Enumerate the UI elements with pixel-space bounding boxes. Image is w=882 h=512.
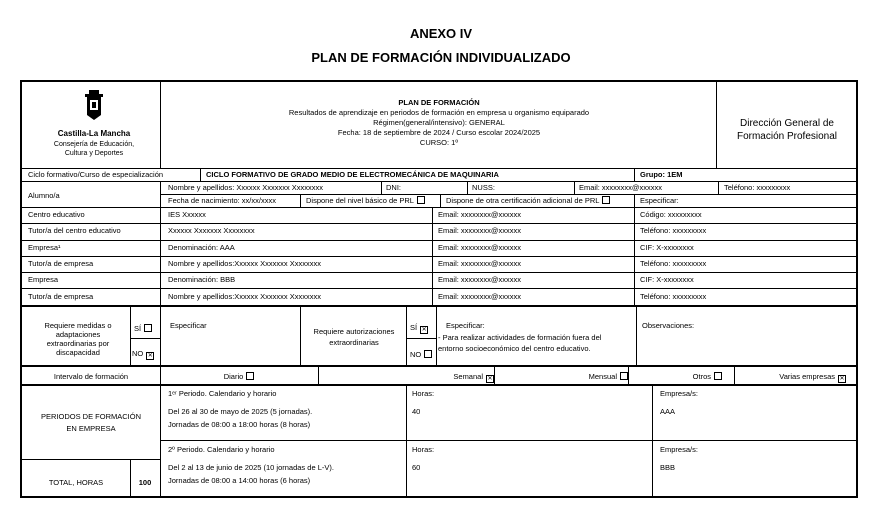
- intervalo-semanal[interactable]: [358, 372, 494, 383]
- intervalo-varias-checkbox[interactable]: ✕: [839, 376, 845, 382]
- medidas-si-label: SÍ: [134, 324, 142, 333]
- tutor-empresa1-label: Tutor/a de empresa: [28, 259, 94, 268]
- org-dept-line2: Cultura y Deportes: [64, 150, 124, 157]
- observaciones-label: Observaciones:: [642, 321, 695, 330]
- tutor-empresa2-telefono: Teléfono: xxxxxxxxx: [640, 292, 707, 301]
- autorizaciones-line1: Requiere autorizaciones: [313, 327, 395, 336]
- intervalo-mensual[interactable]: [494, 372, 628, 381]
- medidas-no-label: NO: [132, 349, 144, 358]
- empresa1-email: Email: xxxxxxxx@xxxxxx: [438, 243, 522, 252]
- plan-title: PLAN DE FORMACIÓN: [398, 98, 480, 107]
- alumno-telefono: Teléfono: xxxxxxxxx: [724, 183, 791, 192]
- autorizaciones-si-label: SÍ: [410, 323, 418, 332]
- autorizaciones-no-checkbox[interactable]: [424, 350, 432, 358]
- ciclo-value: CICLO FORMATIVO DE GRADO MEDIO DE ELECTROMECÁNICA DE MAQUINARIA: [206, 170, 499, 179]
- org-dept-line1: Consejería de Educación,: [53, 141, 135, 148]
- total-horas-label: TOTAL, HORAS: [48, 478, 104, 487]
- plan-regimen: Régimen(general/intensivo): GENERAL: [373, 118, 505, 127]
- autorizaciones-si-checkbox[interactable]: ✕: [421, 327, 427, 333]
- autorizaciones-detalle1: - Para realizar actividades de formación fuera del: [438, 333, 602, 342]
- intervalo-diario-label: Diario: [223, 372, 244, 381]
- p1-dates: Del 26 al 30 de mayo de 2025 (5 jornadas).: [168, 407, 313, 416]
- autorizaciones-no-label: NO: [410, 350, 422, 359]
- centro-label: Centro educativo: [28, 210, 85, 219]
- tutor-centro-label: Tutor/a del centro educativo: [28, 226, 121, 235]
- p2-empresa-value: BBB: [660, 463, 676, 472]
- periodos-label-line2: EN EMPRESA: [66, 424, 116, 433]
- prl-basico-label: Dispone del nivel básico de PRL: [306, 196, 414, 205]
- prl-especificar: Especificar:: [640, 196, 679, 205]
- annex-title: ANEXO IV: [409, 26, 473, 41]
- direction-line1: Dirección General de: [740, 118, 834, 129]
- empresa2-cif: CIF: X-xxxxxxxx: [640, 275, 694, 284]
- p2-empresa-label: Empresa/s:: [660, 445, 698, 454]
- tutor-centro-email: Email: xxxxxxxx@xxxxxx: [438, 226, 522, 235]
- p1-empresa-label: Empresa/s:: [660, 389, 698, 398]
- empresa2-label: Empresa: [28, 275, 59, 284]
- p2-horas-value: 60: [412, 463, 421, 472]
- direction-line2: Formación Profesional: [736, 131, 838, 142]
- alumno-email: Email: xxxxxxxx@xxxxxx: [579, 183, 663, 192]
- tutor-empresa1-value: Nombre y apellidos:Xxxxxx Xxxxxxx Xxxxxxxx: [168, 259, 321, 268]
- intervalo-otros-checkbox[interactable]: [714, 372, 722, 380]
- p2-title: 2º Periodo. Calendario y horario: [168, 445, 275, 454]
- p2-horas-label: Horas:: [412, 445, 435, 454]
- medidas-no[interactable]: [132, 349, 154, 360]
- autorizaciones-si[interactable]: [410, 323, 428, 334]
- prl-basico[interactable]: [306, 196, 425, 205]
- centro-codigo: Código: xxxxxxxxx: [640, 210, 702, 219]
- p1-horas-value: 40: [412, 407, 421, 416]
- medidas-line1: Requiere medidas o: [44, 321, 112, 330]
- empresa1-cif: CIF: X-xxxxxxxx: [640, 243, 694, 252]
- intervalo-diario[interactable]: [160, 372, 318, 381]
- plan-curso: CURSO: 1º: [419, 138, 459, 147]
- empresa2-value: Denominación: BBB: [168, 275, 236, 284]
- medidas-line4: discapacidad: [56, 348, 100, 357]
- castilla-la-mancha-crest-icon: [82, 90, 106, 124]
- periodos-label-line1: PERIODOS DE FORMACIÓN: [40, 412, 141, 421]
- prl-basico-checkbox[interactable]: [417, 196, 425, 204]
- autorizaciones-no[interactable]: [410, 350, 432, 359]
- alumno-nombre: Nombre y apellidos: Xxxxxx Xxxxxxx Xxxxxxxx: [168, 183, 324, 192]
- p1-hours-text: Jornadas de 08:00 a 18:00 horas (8 horas): [168, 420, 311, 429]
- intervalo-semanal-label: Semanal: [453, 372, 483, 381]
- intervalo-otros[interactable]: [628, 372, 722, 381]
- p1-title: 1ᵉʳ Periodo. Calendario y horario: [168, 389, 277, 398]
- intervalo-semanal-checkbox[interactable]: ✕: [487, 376, 493, 382]
- plan-form: [20, 80, 858, 498]
- alumno-nuss: NUSS:: [472, 183, 495, 192]
- tutor-centro-telefono: Teléfono: xxxxxxxxx: [640, 226, 707, 235]
- medidas-line2: adaptaciones: [55, 330, 101, 339]
- p2-hours-text: Jornadas de 08:00 a 14:00 horas (6 horas): [168, 476, 311, 485]
- prl-otra[interactable]: [446, 196, 610, 205]
- total-horas-value: 100: [138, 478, 152, 487]
- intervalo-mensual-label: Mensual: [588, 372, 617, 381]
- p1-horas-label: Horas:: [412, 389, 435, 398]
- medidas-especificar: Especificar: [170, 321, 207, 330]
- intervalo-varias-label: Varias empresas: [779, 372, 835, 381]
- centro-email: Email: xxxxxxxx@xxxxxx: [438, 210, 522, 219]
- ciclo-label: Ciclo formativo/Curso de especialización: [28, 170, 164, 179]
- tutor-empresa2-value: Nombre y apellidos:Xxxxxx Xxxxxxx Xxxxxxxx: [168, 292, 321, 301]
- org-name: Castilla-La Mancha: [57, 129, 131, 138]
- prl-otra-label: Dispone de otra certificación adicional de PRL: [446, 196, 600, 205]
- empresa2-email: Email: xxxxxxxx@xxxxxx: [438, 275, 522, 284]
- medidas-line3: extraordinarias por: [46, 339, 110, 348]
- intervalo-mensual-checkbox[interactable]: [620, 372, 628, 380]
- alumno-label: Alumno/a: [28, 191, 60, 200]
- tutor-empresa1-telefono: Teléfono: xxxxxxxxx: [640, 259, 707, 268]
- alumno-dni: DNI:: [386, 183, 401, 192]
- intervalo-label: Intervalo de formación: [53, 372, 129, 381]
- p1-empresa-value: AAA: [660, 407, 676, 416]
- intervalo-otros-label: Otros: [692, 372, 711, 381]
- p2-dates: Del 2 al 13 de junio de 2025 (10 jornadas de L-V).: [168, 463, 334, 472]
- autorizaciones-line2: extraordinarias: [329, 338, 379, 347]
- medidas-si-checkbox[interactable]: [144, 324, 152, 332]
- tutor-empresa1-email: Email: xxxxxxxx@xxxxxx: [438, 259, 522, 268]
- plan-fecha: Fecha: 18 de septiembre de 2024 / Curso escolar 2024/2025: [337, 128, 541, 137]
- autorizaciones-especificar: Especificar:: [446, 321, 485, 330]
- plan-subtitle: Resultados de aprendizaje en periodos de formación en empresa u organismo equiparado: [288, 108, 590, 117]
- medidas-no-checkbox[interactable]: ✕: [147, 353, 153, 359]
- empresa1-value: Denominación: AAA: [168, 243, 235, 252]
- centro-value: IES Xxxxxx: [168, 210, 206, 219]
- grupo-value: Grupo: 1EM: [640, 170, 683, 179]
- intervalo-varias[interactable]: [734, 372, 846, 383]
- alumno-fecha-nac: Fecha de nacimiento: xx/xx/xxxx: [168, 196, 276, 205]
- tutor-empresa2-label: Tutor/a de empresa: [28, 292, 94, 301]
- autorizaciones-detalle2: entorno socioeconómico del centro educativo.: [438, 344, 591, 353]
- medidas-si[interactable]: [134, 324, 152, 333]
- empresa1-label: Empresa¹: [28, 243, 61, 252]
- document-title: PLAN DE FORMACIÓN INDIVIDUALIZADO: [311, 50, 571, 65]
- tutor-empresa2-email: Email: xxxxxxxx@xxxxxx: [438, 292, 522, 301]
- intervalo-diario-checkbox[interactable]: [246, 372, 254, 380]
- tutor-centro-value: Xxxxxx Xxxxxxx Xxxxxxxx: [168, 226, 255, 235]
- prl-otra-checkbox[interactable]: [602, 196, 610, 204]
